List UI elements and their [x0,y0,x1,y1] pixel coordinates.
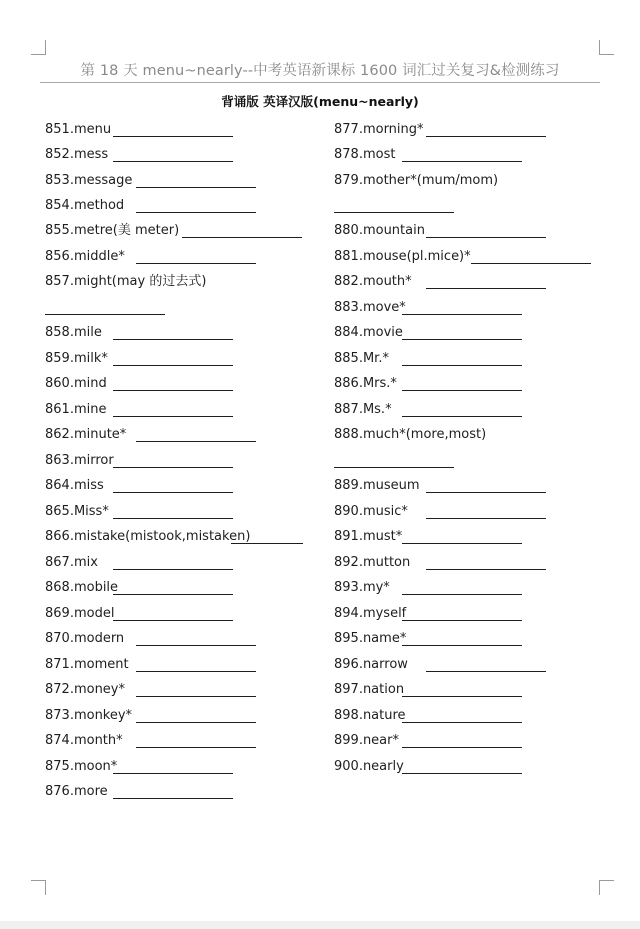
answer-blank [426,237,546,238]
vocab-word: 888.much*(more,most) [334,427,487,442]
vocab-entry [334,375,594,393]
vocab-entry [334,605,594,623]
answer-blank [136,722,256,723]
vocab-word: 896.narrow [334,657,408,672]
vocab-entry [45,401,300,419]
answer-blank [334,467,454,468]
vocab-word: 897.nation [334,682,405,697]
vocab-word: 861.mine [45,402,107,417]
vocab-word: 872.money* [45,682,125,697]
vocab-entry [334,579,594,597]
vocab-word: 886.Mrs.* [334,376,397,391]
vocab-word: 860.mind [45,376,107,391]
vocab-entry [334,554,594,572]
page-corner-mark [599,880,614,895]
vocab-entry [45,732,300,750]
vocab-word: 856.middle* [45,249,125,264]
vocab-word: 851.menu [45,122,112,137]
vocab-entry [334,503,594,521]
vocab-word: 870.modern [45,631,125,646]
vocab-word: 885.Mr.* [334,351,389,366]
answer-blank [402,620,522,621]
answer-blank [426,492,546,493]
vocab-entry [334,248,596,266]
vocab-entry [45,172,300,190]
answer-blank [113,136,233,137]
vocab-word: 895.name* [334,631,407,646]
vocab-word: 893.my* [334,580,390,595]
vocab-word: 890.music* [334,504,408,519]
vocab-entry [334,426,594,444]
answer-blank [471,263,591,264]
answer-blank [113,339,233,340]
vocab-entry [334,121,594,139]
answer-blank [113,161,233,162]
vocab-word: 884.movie [334,325,403,340]
vocab-word: 900.nearly [334,759,404,774]
vocab-entry [334,401,594,419]
answer-blank [113,518,233,519]
vocab-entry [45,758,300,776]
vocab-word: 865.Miss* [45,504,109,519]
vocab-word: 894.myself [334,606,407,621]
vocab-word: 859.milk* [45,351,108,366]
answer-blank [113,569,233,570]
vocab-word: 879.mother*(mum/mom) [334,173,499,188]
vocab-entry [45,146,300,164]
vocab-entry [45,222,305,240]
page-corner-mark [31,880,46,895]
vocab-entry [334,350,594,368]
answer-blank [402,645,522,646]
vocab-word: 855.metre(美 meter) [45,223,180,238]
answer-blank [45,314,165,315]
answer-blank [113,390,233,391]
vocab-word: 883.move* [334,300,406,315]
answer-blank [113,620,233,621]
vocab-word: 892.mutton [334,555,411,570]
vocab-word: 891.must* [334,529,403,544]
vocab-entry [45,783,300,801]
vocab-entry [45,554,300,572]
answer-blank [402,696,522,697]
answer-blank [136,441,256,442]
vocab-entry [45,452,300,470]
answer-blank [136,671,256,672]
vocab-entry [45,273,300,291]
answer-blank [113,594,233,595]
vocab-entry [334,324,594,342]
page-header-title: 第 18 天 menu~nearly--中考英语新课标 1600 词汇过关复习&检测练习 [80,63,560,79]
vocab-entry [45,477,300,495]
vocab-word: 871.moment [45,657,129,672]
vocab-entry [45,350,300,368]
vocab-word: 876.more [45,784,108,799]
answer-blank [426,136,546,137]
vocab-entry [334,732,594,750]
vocab-entry [45,681,300,699]
vocab-entry [334,681,594,699]
vocab-entry [45,528,305,546]
answer-blank [136,263,256,264]
page-corner-mark [31,40,46,55]
answer-blank [426,518,546,519]
answer-blank [136,696,256,697]
vocab-word: 875.moon* [45,759,118,774]
vocab-word: 852.mess [45,147,109,162]
vocab-entry [45,324,300,342]
answer-blank [402,390,522,391]
vocab-entry [334,707,594,725]
vocab-entry [334,146,594,164]
vocab-word: 858.mile [45,325,102,340]
vocab-word: 873.monkey* [45,708,133,723]
vocab-entry [45,426,300,444]
vocab-entry [45,605,300,623]
answer-blank [113,467,233,468]
vocab-entry [45,656,300,674]
answer-blank [136,187,256,188]
vocab-word: 899.near* [334,733,399,748]
vocab-word: 898.nature [334,708,406,723]
vocab-word: 874.month* [45,733,123,748]
vocab-entry [45,503,300,521]
answer-blank [402,365,522,366]
answer-blank [136,212,256,213]
vocab-word: 869.model [45,606,115,621]
answer-blank [402,543,522,544]
answer-blank [113,798,233,799]
vocab-entry [45,630,300,648]
vocab-word: 882.mouth* [334,274,412,289]
vocab-word: 867.mix [45,555,98,570]
vocab-entry [334,299,594,317]
answer-blank [402,594,522,595]
vocab-entry [45,707,300,725]
answer-blank [402,722,522,723]
vocab-word: 863.mirror [45,453,114,468]
vocab-entry [334,758,594,776]
vocab-word: 862.minute* [45,427,127,442]
answer-blank [402,161,522,162]
answer-blank [136,747,256,748]
answer-blank [426,671,546,672]
answer-blank [402,773,522,774]
answer-blank [402,314,522,315]
vocab-word: 853.message [45,173,133,188]
vocab-word: 887.Ms.* [334,402,392,417]
answer-blank [334,212,454,213]
vocab-entry [45,375,300,393]
vocab-word: 878.most [334,147,396,162]
vocab-word: 857.might(may 的过去式) [45,274,207,289]
vocab-word: 854.method [45,198,125,213]
answer-blank [113,365,233,366]
answer-blank [402,339,522,340]
vocab-word: 880.mountain [334,223,425,238]
answer-blank [231,543,303,544]
header-divider [40,82,600,83]
vocab-entry [334,172,594,190]
answer-blank [113,492,233,493]
vocab-entry [334,630,594,648]
vocab-word: 877.morning* [334,122,424,137]
page-subtitle: 背诵版 英译汉版(menu~nearly) [221,94,419,109]
vocab-entry [334,273,594,291]
vocab-word: 889.museum [334,478,420,493]
vocab-word: 868.mobile [45,580,119,595]
answer-blank [136,645,256,646]
vocab-entry [334,222,594,240]
vocab-entry [45,579,300,597]
vocab-word: 866.mistake(mistook,mistaken) [45,529,251,544]
answer-blank [113,773,233,774]
page-bottom-edge [0,921,640,929]
answer-blank [426,569,546,570]
vocab-entry [45,248,300,266]
answer-blank [402,747,522,748]
vocab-entry [45,121,300,139]
page-corner-mark [599,40,614,55]
vocab-word: 881.mouse(pl.mice)* [334,249,471,264]
vocab-word: 864.miss [45,478,104,493]
vocab-entry [334,528,594,546]
answer-blank [113,416,233,417]
vocab-entry [334,656,594,674]
answer-blank [426,288,546,289]
answer-blank [402,416,522,417]
vocab-entry [334,477,594,495]
answer-blank [182,237,302,238]
vocab-entry [45,197,300,215]
